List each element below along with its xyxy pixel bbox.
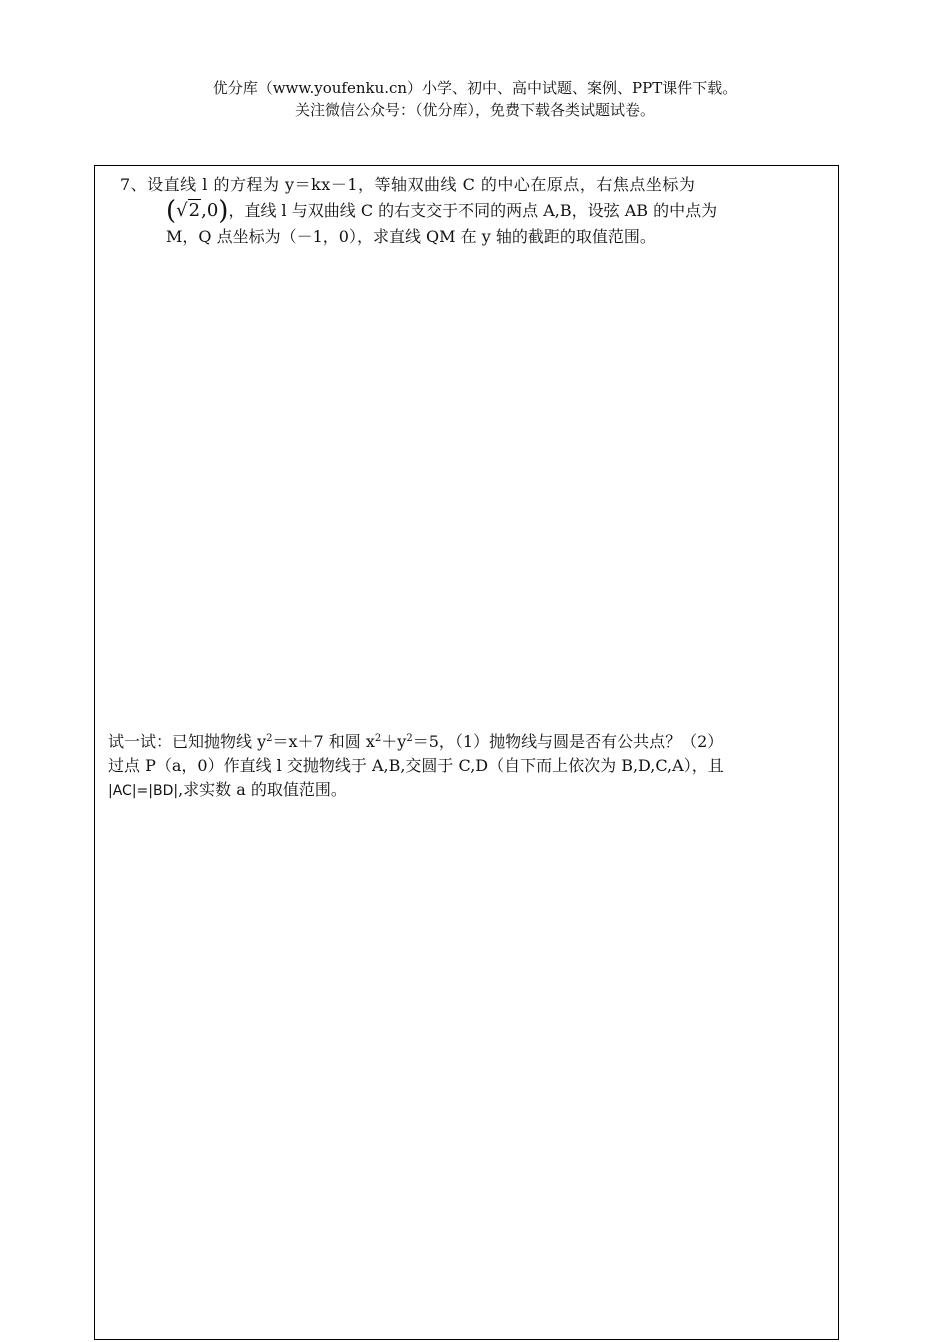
focus-coordinate (166, 196, 229, 226)
try-text-b: ＝x＋7 和圆 x (272, 732, 375, 751)
try-text-d: ＝5，（1）抛物线与圆是否有公共点？（2） (412, 732, 724, 751)
try-it-line-3 (108, 778, 830, 803)
try-it-line-3-text: ,求实数 a 的取值范围。 (178, 780, 347, 799)
exponent: 2 (266, 733, 273, 744)
exponent: 2 (374, 733, 382, 744)
question-7 (120, 172, 830, 250)
exponent: 2 (406, 733, 413, 744)
try-text-a: 试一试：已知抛物线 y (108, 732, 267, 751)
coord-open-paren: ( (166, 196, 177, 226)
question-7-line-2-text: ，直线 l 与双曲线 C 的右支交于不同的两点 A,B，设弦 AB 的中点为 (228, 201, 718, 220)
question-7-line-3: M，Q 点坐标为（－1，0），求直线 QM 在 y 轴的截距的取值范围。 (166, 227, 656, 246)
question-7-line-2 (120, 198, 830, 224)
radicand: 2 (188, 200, 201, 221)
sqrt-symbol: √ (176, 200, 188, 221)
header-line-2: 关注微信公众号：（优分库），免费下载各类试题试卷。 (294, 101, 655, 119)
try-text-c: ＋y (381, 732, 407, 751)
coord-close-paren: ) (218, 196, 229, 226)
try-it-problem (108, 730, 830, 803)
header-line-1: 优分库（www.youfenku.cn）小学、初中、高中试题、案例、PPT课件下载。 (212, 79, 738, 97)
abs-equation: |AC|=|BD| (108, 783, 179, 799)
try-it-line-1 (108, 730, 830, 754)
try-it-line-2: 过点 P（a，0）作直线 l 交抛物线于 A,B,交圆于 C,D（自下而上依次为 B,D,C,A），且 (108, 756, 724, 775)
question-7-line-1: 7、设直线 l 的方程为 y＝kx－1，等轴双曲线 C 的中心在原点，右焦点坐标为 (120, 175, 696, 194)
coord-rest: ,0 (201, 200, 219, 221)
